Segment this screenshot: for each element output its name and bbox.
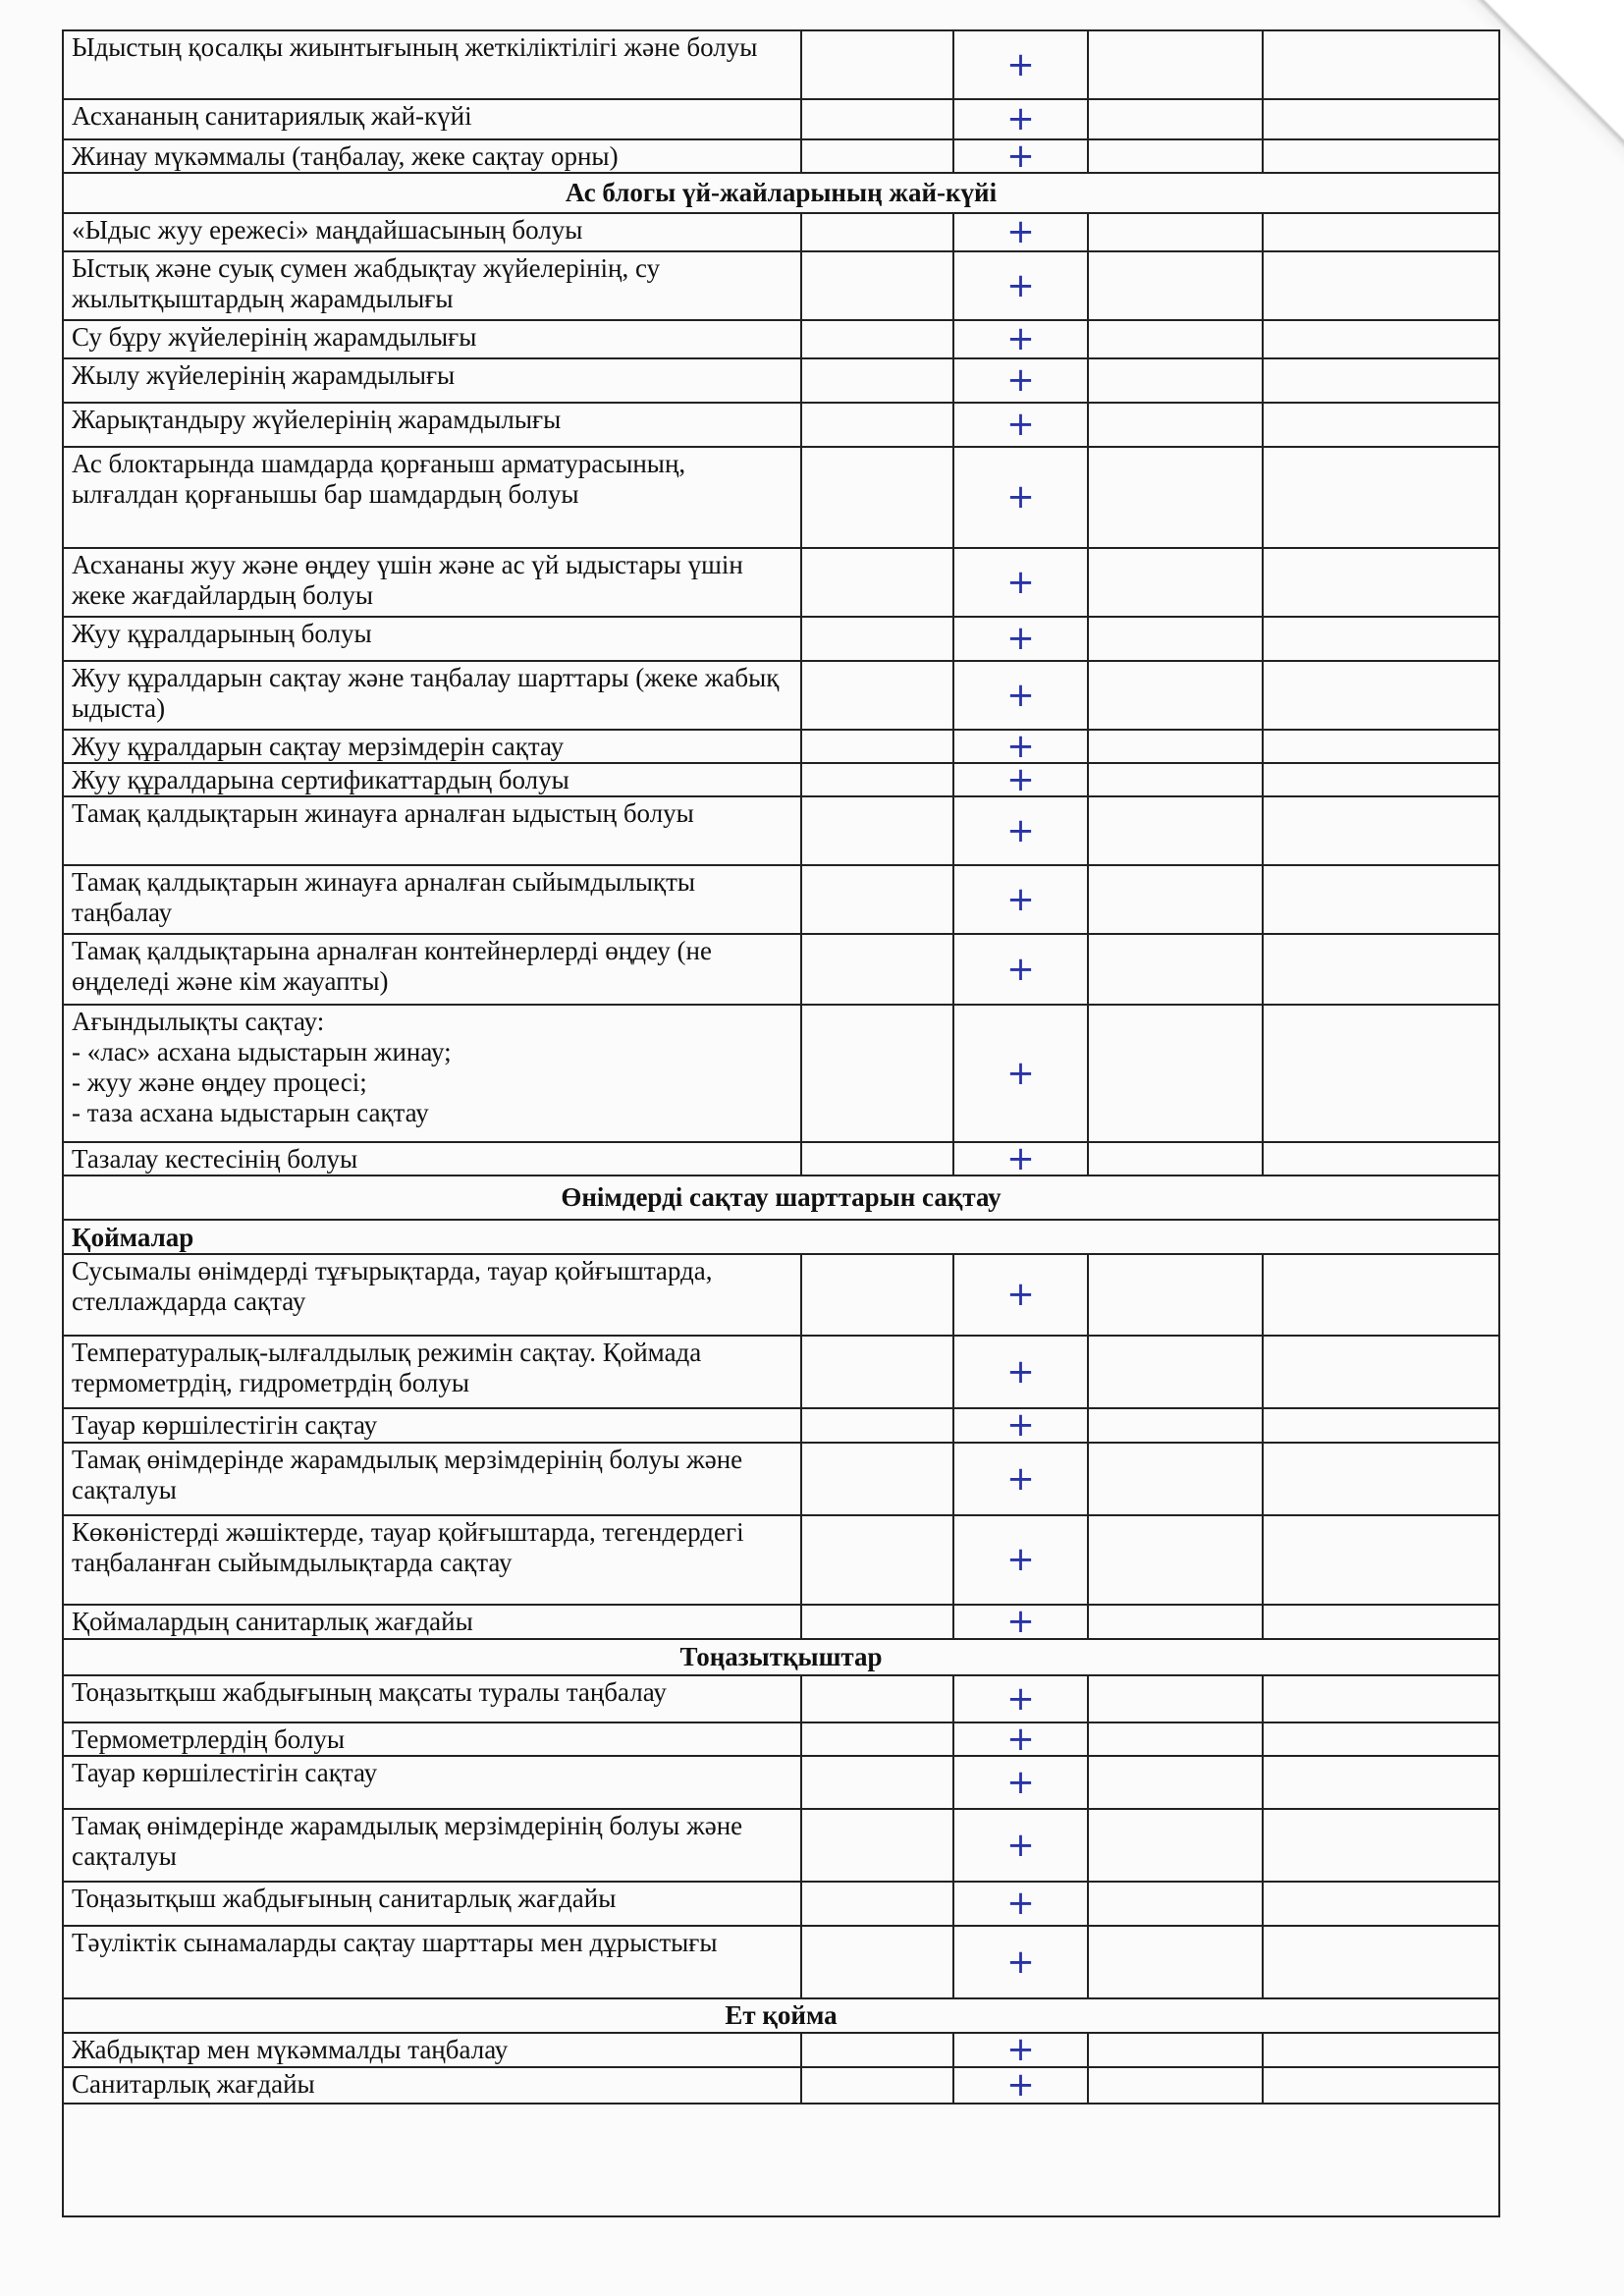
- empty-cell: [1263, 1142, 1499, 1175]
- blank-cell: [63, 2104, 1499, 2216]
- empty-cell: [801, 1756, 953, 1809]
- checklist-row: [63, 617, 1499, 661]
- empty-cell: [801, 447, 953, 548]
- compliance-mark: +: [953, 1515, 1088, 1605]
- empty-cell: [1088, 320, 1263, 358]
- empty-cell: [801, 1515, 953, 1605]
- empty-cell: [801, 320, 953, 358]
- empty-cell: [801, 139, 953, 173]
- compliance-mark: +: [953, 1408, 1088, 1443]
- compliance-mark: +: [953, 251, 1088, 320]
- empty-cell: [1088, 763, 1263, 796]
- empty-cell: [801, 1809, 953, 1882]
- compliance-mark: +: [953, 1005, 1088, 1142]
- compliance-mark: +: [953, 403, 1088, 447]
- empty-cell: [1263, 2067, 1499, 2104]
- criterion-text: Жылу жүйелерінің жарамдылығы: [63, 358, 801, 403]
- checklist-row: [63, 1336, 1499, 1408]
- checklist-row: [63, 2033, 1499, 2067]
- checklist-table: [62, 29, 1500, 2217]
- empty-cell: [1088, 2067, 1263, 2104]
- empty-cell: [801, 2033, 953, 2067]
- empty-cell: [801, 1722, 953, 1756]
- empty-cell: [1263, 447, 1499, 548]
- empty-cell: [801, 30, 953, 99]
- compliance-mark: +: [953, 139, 1088, 173]
- compliance-mark: +: [953, 358, 1088, 403]
- checklist-row: [63, 1675, 1499, 1722]
- criterion-text: Жуу құралдарын сақтау мерзімдерін сақтау: [63, 730, 801, 763]
- checklist-row: [63, 1515, 1499, 1605]
- criterion-text: Жуу құралдарын сақтау және таңбалау шарттары (жеке жабық ыдыста): [63, 661, 801, 730]
- empty-cell: [801, 1675, 953, 1722]
- empty-cell: [1263, 763, 1499, 796]
- empty-cell: [1263, 1605, 1499, 1639]
- checklist-row: [63, 1809, 1499, 1882]
- empty-cell: [1263, 99, 1499, 139]
- empty-cell: [1088, 1756, 1263, 1809]
- criterion-text: Температуралық-ылғалдылық режимін сақтау. Қоймада термометрдің, гидрометрдің болуы: [63, 1336, 801, 1408]
- empty-cell: [1263, 30, 1499, 99]
- empty-cell: [1088, 213, 1263, 251]
- checklist-row: [63, 99, 1499, 139]
- criterion-text: Тауар көршілестігін сақтау: [63, 1408, 801, 1443]
- empty-cell: [1263, 320, 1499, 358]
- section-title: Өнімдерді сақтау шарттарын сақтау: [63, 1175, 1499, 1220]
- section-header-row: [63, 1639, 1499, 1675]
- checklist-row: [63, 1005, 1499, 1142]
- subsection-title: Қоймалар: [63, 1220, 1499, 1254]
- checklist-rows: [63, 30, 1499, 2216]
- empty-cell: [1263, 2033, 1499, 2067]
- compliance-mark: +: [953, 934, 1088, 1005]
- empty-cell: [1088, 403, 1263, 447]
- empty-cell: [1088, 865, 1263, 934]
- criterion-text: Термометрлердің болуы: [63, 1722, 801, 1756]
- checklist-row: [63, 403, 1499, 447]
- section-title: Ас блогы үй-жайларының жай-күйі: [63, 173, 1499, 213]
- empty-cell: [1263, 1408, 1499, 1443]
- empty-cell: [801, 358, 953, 403]
- empty-cell: [801, 934, 953, 1005]
- criterion-text: Тәуліктік сынамаларды сақтау шарттары мен дұрыстығы: [63, 1926, 801, 1998]
- empty-cell: [1088, 251, 1263, 320]
- empty-cell: [1088, 1722, 1263, 1756]
- checklist-row: [63, 447, 1499, 548]
- checklist-row: [63, 796, 1499, 865]
- compliance-mark: +: [953, 30, 1088, 99]
- empty-cell: [801, 730, 953, 763]
- empty-cell: [801, 661, 953, 730]
- empty-cell: [801, 1336, 953, 1408]
- empty-cell: [1263, 1005, 1499, 1142]
- empty-cell: [801, 1005, 953, 1142]
- empty-cell: [1263, 1515, 1499, 1605]
- compliance-mark: +: [953, 1254, 1088, 1336]
- checklist-row: [63, 1254, 1499, 1336]
- empty-cell: [801, 548, 953, 617]
- empty-cell: [1263, 661, 1499, 730]
- compliance-mark: +: [953, 617, 1088, 661]
- criterion-text: Асхананың санитариялық жай-күйі: [63, 99, 801, 139]
- criterion-text: Су бұру жүйелерінің жарамдылығы: [63, 320, 801, 358]
- empty-cell: [801, 617, 953, 661]
- section-header-row: [63, 1998, 1499, 2033]
- empty-cell: [1263, 139, 1499, 173]
- compliance-mark: +: [953, 1142, 1088, 1175]
- subsection-header-row: [63, 1220, 1499, 1254]
- compliance-mark: +: [953, 1926, 1088, 1998]
- compliance-mark: +: [953, 1722, 1088, 1756]
- empty-cell: [1088, 934, 1263, 1005]
- empty-cell: [1088, 447, 1263, 548]
- compliance-mark: +: [953, 730, 1088, 763]
- checklist-row: [63, 865, 1499, 934]
- empty-cell: [1263, 548, 1499, 617]
- empty-cell: [1088, 1254, 1263, 1336]
- criterion-text: Тоңазытқыш жабдығының санитарлық жағдайы: [63, 1882, 801, 1926]
- empty-cell: [1088, 1809, 1263, 1882]
- compliance-mark: +: [953, 661, 1088, 730]
- criterion-text: Көкөністерді жәшіктерде, тауар қойғыштарда, тегендердегі таңбаланған сыйымдылықтарда сақтау: [63, 1515, 801, 1605]
- empty-cell: [1088, 358, 1263, 403]
- empty-cell: [1088, 2033, 1263, 2067]
- empty-cell: [1263, 1809, 1499, 1882]
- empty-cell: [1088, 1336, 1263, 1408]
- empty-cell: [1088, 99, 1263, 139]
- checklist-row: [63, 139, 1499, 173]
- criterion-text: Тамақ өнімдерінде жарамдылық мерзімдерінің болуы және сақталуы: [63, 1809, 801, 1882]
- checklist-row: [63, 1926, 1499, 1998]
- empty-cell: [1263, 213, 1499, 251]
- empty-cell: [1088, 548, 1263, 617]
- empty-cell: [1263, 1254, 1499, 1336]
- criterion-text: Сусымалы өнімдерді тұғырықтарда, тауар қойғыштарда, стеллаждарда сақтау: [63, 1254, 801, 1336]
- criterion-text: Тамақ қалдықтарын жинауға арналған ыдыстың болуы: [63, 796, 801, 865]
- empty-cell: [1263, 358, 1499, 403]
- compliance-mark: +: [953, 213, 1088, 251]
- criterion-text: Қоймалардың санитарлық жағдайы: [63, 1605, 801, 1639]
- compliance-mark: +: [953, 1756, 1088, 1809]
- compliance-mark: +: [953, 865, 1088, 934]
- checklist-row: [63, 1756, 1499, 1809]
- empty-cell: [1263, 1336, 1499, 1408]
- empty-cell: [1263, 1756, 1499, 1809]
- section-title: Ет қойма: [63, 1998, 1499, 2033]
- checklist-row: [63, 548, 1499, 617]
- criterion-text: Жинау мүкәммалы (таңбалау, жеке сақтау орны): [63, 139, 801, 173]
- checklist-row: [63, 1408, 1499, 1443]
- empty-cell: [1088, 1926, 1263, 1998]
- empty-cell: [801, 213, 953, 251]
- empty-cell: [801, 1605, 953, 1639]
- empty-cell: [801, 1408, 953, 1443]
- checklist-row: [63, 1722, 1499, 1756]
- empty-cell: [801, 1254, 953, 1336]
- empty-cell: [1263, 1722, 1499, 1756]
- compliance-mark: +: [953, 320, 1088, 358]
- empty-cell: [1263, 1882, 1499, 1926]
- checklist-row: [63, 358, 1499, 403]
- empty-cell: [1088, 617, 1263, 661]
- criterion-text: Ыдыстың қосалқы жиынтығының жеткіліктілігі және болуы: [63, 30, 801, 99]
- criterion-text: Тазалау кестесінің болуы: [63, 1142, 801, 1175]
- checklist-row: [63, 320, 1499, 358]
- criterion-text: Ағындылықты сақтау: - «лас» асхана ыдыстарын жинау; - жуу және өңдеу процесі; - таза асхана ыдыстарын сақтау: [63, 1005, 801, 1142]
- section-title: Тоңазытқыштар: [63, 1639, 1499, 1675]
- checklist-row: [63, 30, 1499, 99]
- checklist-row: [63, 1605, 1499, 1639]
- checklist-row: [63, 730, 1499, 763]
- criterion-text: Жуу құралдарына сертификаттардың болуы: [63, 763, 801, 796]
- empty-cell: [801, 2067, 953, 2104]
- empty-cell: [801, 99, 953, 139]
- compliance-mark: +: [953, 1675, 1088, 1722]
- criterion-text: Тамақ қалдықтарына арналған контейнерлерді өңдеу (не өңделеді және кім жауапты): [63, 934, 801, 1005]
- empty-cell: [1088, 1882, 1263, 1926]
- checklist-row: [63, 934, 1499, 1005]
- criterion-text: Асхананы жуу және өңдеу үшін және ас үй ыдыстары үшін жеке жағдайлардың болуы: [63, 548, 801, 617]
- criterion-text: Жуу құралдарының болуы: [63, 617, 801, 661]
- empty-cell: [1263, 1926, 1499, 1998]
- checklist-row: [63, 213, 1499, 251]
- criterion-text: Тауар көршілестігін сақтау: [63, 1756, 801, 1809]
- empty-cell: [1263, 1675, 1499, 1722]
- empty-cell: [1088, 1408, 1263, 1443]
- checklist-row: [63, 1443, 1499, 1515]
- checklist-row: [63, 763, 1499, 796]
- criterion-text: Ас блоктарында шамдарда қорғаныш арматурасының, ылғалдан қорғанышы бар шамдардың болуы: [63, 447, 801, 548]
- empty-cell: [801, 1443, 953, 1515]
- empty-cell: [801, 1882, 953, 1926]
- criterion-text: «Ыдыс жуу ережесі» маңдайшасының болуы: [63, 213, 801, 251]
- compliance-mark: +: [953, 763, 1088, 796]
- empty-cell: [1088, 1515, 1263, 1605]
- criterion-text: Тамақ өнімдерінде жарамдылық мерзімдерінің болуы және сақталуы: [63, 1443, 801, 1515]
- checklist-row: [63, 251, 1499, 320]
- compliance-mark: +: [953, 548, 1088, 617]
- empty-cell: [1088, 1142, 1263, 1175]
- empty-cell: [1263, 617, 1499, 661]
- empty-cell: [1088, 1005, 1263, 1142]
- compliance-mark: +: [953, 447, 1088, 548]
- criterion-text: Жарықтандыру жүйелерінің жарамдылығы: [63, 403, 801, 447]
- empty-cell: [1263, 1443, 1499, 1515]
- empty-cell: [801, 796, 953, 865]
- criterion-text: Тоңазытқыш жабдығының мақсаты туралы таңбалау: [63, 1675, 801, 1722]
- compliance-mark: +: [953, 2033, 1088, 2067]
- empty-cell: [1263, 934, 1499, 1005]
- compliance-mark: +: [953, 99, 1088, 139]
- checklist-row: [63, 1142, 1499, 1175]
- checklist-row: [63, 661, 1499, 730]
- section-header-row: [63, 173, 1499, 213]
- empty-cell: [1088, 1605, 1263, 1639]
- section-header-row: [63, 1175, 1499, 1220]
- empty-cell: [801, 251, 953, 320]
- empty-cell: [1088, 661, 1263, 730]
- compliance-mark: +: [953, 1336, 1088, 1408]
- empty-cell: [1263, 865, 1499, 934]
- compliance-mark: +: [953, 1443, 1088, 1515]
- criterion-text: Тамақ қалдықтарын жинауға арналған сыйымдылықты таңбалау: [63, 865, 801, 934]
- empty-cell: [801, 865, 953, 934]
- criterion-text: Ыстық және суық сумен жабдықтау жүйелерінің, су жылытқыштардың жарамдылығы: [63, 251, 801, 320]
- empty-cell: [801, 1926, 953, 1998]
- compliance-mark: +: [953, 1605, 1088, 1639]
- empty-cell: [1088, 1675, 1263, 1722]
- empty-cell: [1088, 1443, 1263, 1515]
- empty-cell: [801, 763, 953, 796]
- empty-cell: [1088, 730, 1263, 763]
- empty-cell: [1088, 796, 1263, 865]
- criterion-text: Санитарлық жағдайы: [63, 2067, 801, 2104]
- checklist-row: [63, 2067, 1499, 2104]
- compliance-mark: +: [953, 1882, 1088, 1926]
- empty-cell: [1088, 30, 1263, 99]
- criterion-text: Жабдықтар мен мүкәммалды таңбалау: [63, 2033, 801, 2067]
- inspection-checklist: [62, 29, 1498, 2217]
- empty-cell: [1263, 796, 1499, 865]
- checklist-row: [63, 1882, 1499, 1926]
- empty-cell: [1263, 251, 1499, 320]
- compliance-mark: +: [953, 796, 1088, 865]
- blank-row: [63, 2104, 1499, 2216]
- empty-cell: [1263, 730, 1499, 763]
- empty-cell: [801, 1142, 953, 1175]
- compliance-mark: +: [953, 1809, 1088, 1882]
- empty-cell: [1263, 403, 1499, 447]
- empty-cell: [1088, 139, 1263, 173]
- compliance-mark: +: [953, 2067, 1088, 2104]
- empty-cell: [801, 403, 953, 447]
